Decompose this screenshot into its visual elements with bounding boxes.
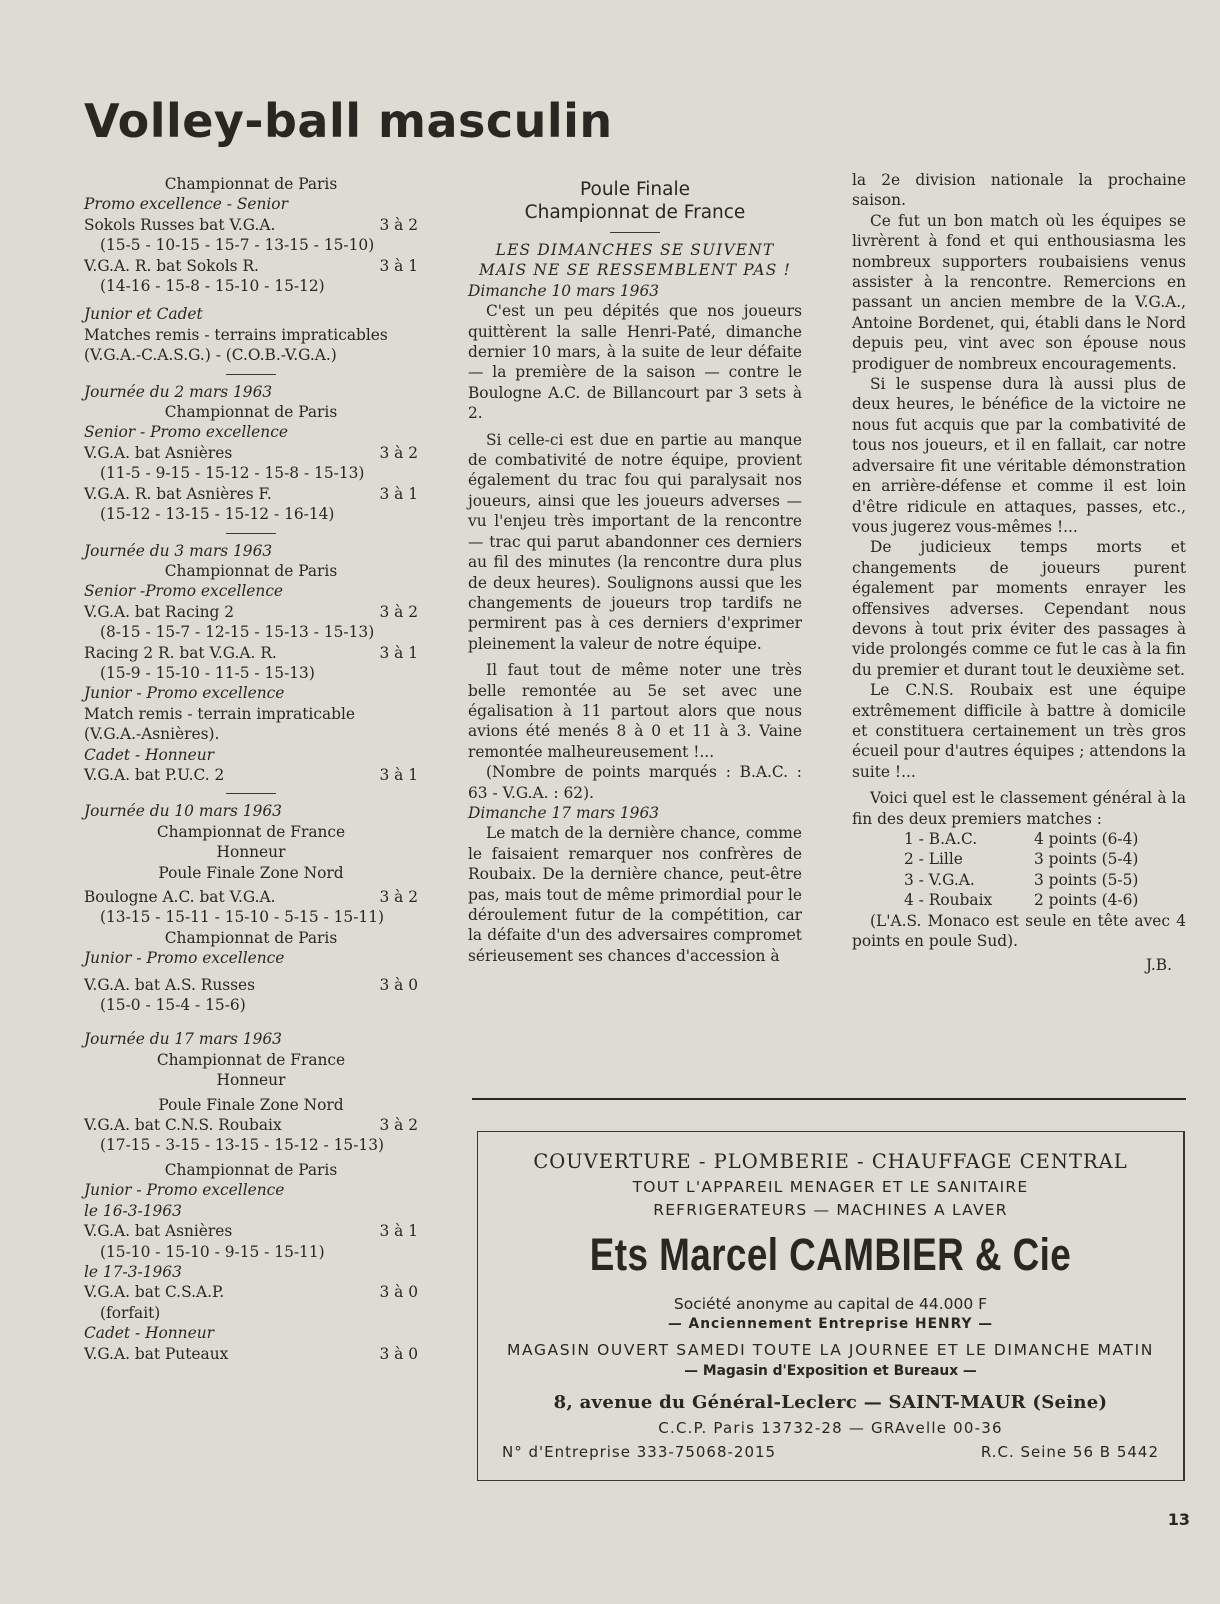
paragraph: Le C.N.S. Roubaix est une équipe extrêmement difficile à battre à domicile et constituera certainement un très gros écueil pour d'autres équipes ; attendons la suite !... [852, 681, 1186, 781]
article-date: Dimanche 10 mars 1963 [468, 281, 660, 300]
ranking-points: 3 points (5-4) [1034, 850, 1139, 869]
paragraph: (L'A.S. Monaco est seule en tête avec 4 points en poule Sud). [852, 911, 1186, 951]
match-teams: V.G.A. bat A.S. Russes [84, 975, 256, 994]
match-note: (V.G.A.-Asnières). [84, 725, 220, 744]
match-result [84, 602, 418, 622]
match-result [84, 484, 418, 504]
match-score: 3 à 2 [379, 443, 418, 462]
ad-company-name: Ets Marcel CAMBIER & Cie [589, 1229, 1072, 1280]
ranking-points: 2 points (4-6) [1034, 891, 1139, 910]
advertisement [477, 1131, 1185, 1481]
match-result [84, 1282, 418, 1302]
category-label: Senior - Promo excellence [84, 423, 288, 442]
article-kicker: MAIS NE SE RESSEMBLENT PAS ! [479, 261, 791, 280]
ad-line: TOUT L'APPAREIL MENAGER ET LE SANITAIRE [632, 1178, 1029, 1196]
match-score: 3 à 2 [379, 602, 418, 621]
category-label: Junior - Promo excellence [84, 684, 285, 703]
ad-rc-number: R.C. Seine 56 B 5442 [980, 1443, 1159, 1461]
match-score: 3 à 2 [379, 1116, 418, 1135]
article-date: Dimanche 17 mars 1963 [468, 803, 660, 822]
ranking-points: 3 points (5-5) [1034, 870, 1139, 889]
match-score: 3 à 0 [379, 1344, 418, 1363]
category-label: Junior - Promo excellence [84, 1181, 285, 1200]
match-teams: V.G.A. bat Asnières [84, 1222, 233, 1241]
divider [226, 533, 276, 534]
match-teams: Sokols Russes bat V.G.A. [84, 215, 276, 234]
section-heading: Poule Finale Zone Nord [158, 1095, 344, 1114]
category-label: Promo excellence - Senior [84, 195, 288, 214]
match-sets: (14-16 - 15-8 - 15-10 - 15-12) [100, 277, 325, 296]
match-sets: (15-12 - 13-15 - 15-12 - 16-14) [100, 505, 335, 524]
article-heading: Poule Finale [580, 179, 690, 200]
section-heading: Honneur [216, 1071, 286, 1090]
ad-services: COUVERTURE - PLOMBERIE - CHAUFFAGE CENTRAL [533, 1150, 1128, 1173]
date-label: le 16-3-1963 [84, 1201, 182, 1220]
paragraph: Si le suspense dura là aussi plus de deux heures, le bénéfice de la victoire ne nous fut acquis que par la combativité de tous nos joueurs, et il en fallait, car notre adversaire fit une véritable démonstration en arrière-défense et comme il est loin d'être ridicule en attaques, passes, etc., vous jugerez vous-mêmes !... [852, 375, 1186, 536]
match-sets: (15-10 - 15-10 - 9-15 - 15-11) [100, 1242, 325, 1261]
match-teams: Racing 2 R. bat V.G.A. R. [84, 643, 277, 662]
category-label: Cadet - Honneur [84, 745, 214, 764]
match-teams: V.G.A. bat P.U.C. 2 [84, 765, 225, 784]
match-result [84, 215, 418, 235]
day-label: Journée du 10 mars 1963 [84, 802, 282, 821]
match-score: 3 à 2 [379, 888, 418, 906]
section-heading: Championnat de Paris [164, 403, 338, 422]
divider [226, 793, 276, 794]
ad-line: Société anonyme au capital de 44.000 F [673, 1295, 988, 1313]
ad-line: REFRIGERATEURS — MACHINES A LAVER [653, 1201, 1008, 1219]
section-heading: Championnat de Paris [164, 561, 338, 580]
match-score: 3 à 2 [379, 215, 418, 234]
section-heading: Championnat de Paris [164, 928, 338, 947]
match-teams: V.G.A. bat Asnières [84, 443, 233, 462]
match-sets: (forfait) [100, 1303, 161, 1322]
ad-line: — Magasin d'Exposition et Bureaux — [684, 1363, 977, 1379]
category-label: Junior et Cadet [84, 305, 203, 324]
paragraph: Le match de la dernière chance, comme le faisaient remarquer nos confrères de Roubaix. De la dernière chance, peut-être pas, mais tout de même primordial pour le déroulement futur de la compétition, car la défaite d'un des adversaires compromet sérieusement ses chances d'accession à [468, 824, 802, 965]
paragraph: Voici quel est le classement général à la fin des deux premiers matches : [852, 789, 1186, 828]
ad-registration [502, 1443, 1159, 1461]
match-sets: (15-5 - 10-15 - 15-7 - 13-15 - 15-10) [100, 236, 375, 255]
ad-address: 8, avenue du Général-Leclerc — SAINT-MAUR (Seine) [553, 1392, 1108, 1413]
category-label: Cadet - Honneur [84, 1324, 214, 1343]
match-sets: (8-15 - 15-7 - 12-15 - 15-13 - 15-13) [100, 623, 375, 642]
day-label: Journée du 2 mars 1963 [84, 382, 273, 401]
divider [610, 232, 660, 233]
section-heading: Championnat de France [156, 1050, 346, 1069]
match-score: 3 à 1 [379, 484, 418, 503]
paragraph: (Nombre de points marqués : B.A.C. : 63 - V.G.A. : 62). [468, 763, 802, 802]
match-teams: V.G.A. bat Racing 2 [84, 602, 235, 621]
signature: J.B. [1145, 956, 1172, 975]
match-sets: (11-5 - 9-15 - 15-12 - 15-8 - 15-13) [100, 464, 365, 483]
match-result [84, 643, 418, 663]
ad-line: MAGASIN OUVERT SAMEDI TOUTE LA JOURNEE ET LE DIMANCHE MATIN [507, 1341, 1154, 1359]
article-column-continued [852, 170, 1186, 976]
match-sets: (17-15 - 3-15 - 13-15 - 15-12 - 15-13) [100, 1136, 384, 1155]
match-result [84, 975, 418, 995]
match-teams: Boulogne A.C. bat V.G.A. [84, 888, 276, 906]
match-result [84, 1344, 418, 1364]
match-result [84, 1115, 418, 1135]
match-sets: (15-0 - 15-4 - 15-6) [100, 996, 246, 1015]
match-teams: V.G.A. R. bat Asnières F. [84, 484, 272, 503]
ranking-team: 4 - Roubaix [904, 891, 993, 910]
page-title: Volley-ball masculin [84, 94, 613, 148]
section-heading: Championnat de France [156, 822, 346, 841]
page-number: 13 [1167, 1510, 1190, 1529]
match-teams: V.G.A. bat Puteaux [84, 1344, 229, 1363]
section-heading: Honneur [216, 843, 286, 862]
match-score: 3 à 0 [379, 1283, 418, 1302]
category-label: Senior -Promo excellence [84, 582, 284, 601]
match-result [84, 765, 418, 785]
day-label: Journée du 3 mars 1963 [84, 541, 273, 560]
match-result [84, 887, 418, 907]
article-column [468, 178, 802, 966]
date-label: le 17-3-1963 [84, 1262, 182, 1281]
match-teams: V.G.A. bat C.S.A.P. [84, 1283, 225, 1302]
results-column [84, 174, 418, 1364]
match-note: Match remis - terrain impraticable [84, 704, 356, 723]
ranking-table [852, 829, 1186, 911]
ranking-team: 2 - Lille [904, 850, 963, 869]
divider [226, 374, 276, 375]
paragraph: Ce fut un bon match où les équipes se livrèrent à fond et qui enthousiasma les nombreux supporters roubaisiens venus assister à la rencontre. Remercions en passant un ancien membre de la V.G.A., Antoine Bordenet, qui, établi dans le Nord depuis peu, vint avec son épouse nous prodiguer de nombreux encouragements. [852, 211, 1186, 373]
match-score: 3 à 1 [379, 643, 418, 662]
match-sets: (15-9 - 15-10 - 11-5 - 15-13) [100, 663, 315, 682]
section-heading: Poule Finale Zone Nord [158, 863, 344, 882]
match-note: (V.G.A.-C.A.S.G.) - (C.O.B.-V.G.A.) [84, 346, 337, 365]
match-score: 3 à 0 [379, 975, 418, 994]
paragraph: Il faut tout de même noter une très belle remontée au 5e set avec une égalisation à 11 partout alors que nous avions été menés 8 à 0 et 11 à 3. Vaine remontée malheureusement !... [468, 661, 802, 761]
match-score: 3 à 1 [379, 765, 418, 784]
match-score: 3 à 1 [379, 1222, 418, 1241]
category-label: Junior - Promo excellence [84, 949, 285, 968]
paragraph: C'est un peu dépités que nos joueurs quittèrent la salle Henri-Paté, dimanche dernier 10 mars, à la suite de leur défaite — la première de la saison — contre le Boulogne A.C. de Billancourt par 3 sets à 2. [468, 302, 802, 423]
match-note: Matches remis - terrains impraticables [84, 325, 388, 344]
article-kicker: LES DIMANCHES SE SUIVENT [495, 241, 775, 259]
paragraph: De judicieux temps morts et changements de joueurs purent également par moments enrayer les offensives adverses. Cependant nous devons à tout prix éviter des passages à vide prolongés comme ce fut le cas à la fin du premier et durant tout le deuxième set. [852, 538, 1186, 679]
ad-line: — Anciennement Entreprise HENRY — [667, 1316, 994, 1332]
match-result [84, 1221, 418, 1241]
section-heading: Championnat de Paris [164, 1160, 338, 1179]
match-result [84, 256, 418, 276]
section-heading: Championnat de Paris [164, 175, 338, 193]
match-teams: V.G.A. bat C.N.S. Roubaix [84, 1116, 282, 1135]
ranking-team: 1 - B.A.C. [904, 830, 978, 848]
ad-enterprise-number: N° d'Entreprise 333-75068-2015 [502, 1443, 777, 1461]
day-label: Journée du 17 mars 1963 [84, 1030, 282, 1049]
section-divider [472, 1098, 1186, 1100]
ranking-points: 4 points (6-4) [1034, 830, 1139, 848]
article-heading: Championnat de France [524, 202, 746, 223]
paragraph: la 2e division nationale la prochaine saison. [852, 171, 1186, 210]
ranking-team: 3 - V.G.A. [904, 870, 975, 889]
match-sets: (13-15 - 15-11 - 15-10 - 5-15 - 15-11) [100, 908, 384, 927]
match-score: 3 à 1 [379, 256, 418, 275]
ad-contact: C.C.P. Paris 13732-28 — GRAvelle 00-36 [658, 1419, 1003, 1437]
match-result [84, 443, 418, 463]
match-teams: V.G.A. R. bat Sokols R. [84, 256, 259, 275]
paragraph: Si celle-ci est due en partie au manque de combativité de notre équipe, provient également du trac fou qui paralysait nos joueurs, ainsi que les joueurs adverses — vu l'enjeu très important de la rencontre — trac qui parut abandonner ces derniers au fil des minutes (la rencontre dura plus de deux heures). Soulignons aussi que les changements de joueurs trop tardifs ne permirent pas à ces derniers d'exprimer pleinement la valeur de notre équipe. [468, 430, 802, 653]
